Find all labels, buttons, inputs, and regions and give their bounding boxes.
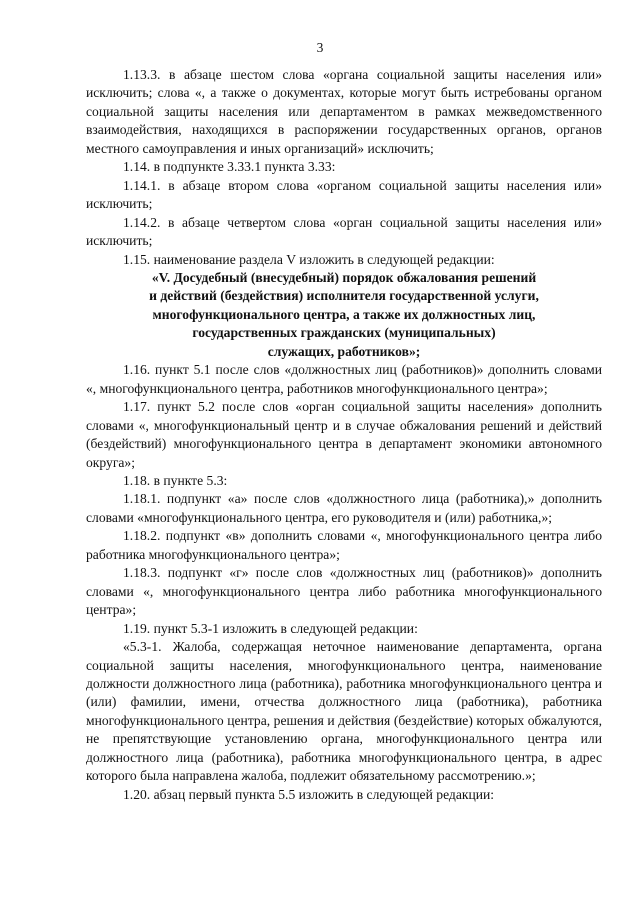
paragraph: 1.18.1. подпункт «а» после слов «должностного лица (работника),» дополнить словами «многофункционального центра, его руководителя и (или) работника,»; [86,491,602,525]
paragraph: 1.15. наименование раздела V изложить в следующей редакции: [123,251,495,267]
page-number: 3 [316,40,324,55]
paragraph: 1.13.3. в абзаце шестом слова «органа социальной защиты населения или» исключить; слова «, а также о документах, которые могут быть истребованы органом социальной защиты населения или департаментом в рамках межведомственного взаимодействия, находящихся в распоряжении государственных органов, органов местного самоуправления и иных организаций» исключить; [86,67,602,156]
paragraph: 1.16. пункт 5.1 после слов «должностных лиц (работников)» дополнить словами «, многофункционального центра, работников многофункционального центра»; [86,362,602,396]
document-body [86,66,602,804]
paragraph: 1.20. абзац первый пункта 5.5 изложить в следующей редакции: [123,786,495,802]
heading-line: многофункционального центра, а также их должностных лиц, [152,306,536,322]
paragraph: «5.3-1. Жалоба, содержащая неточное наименование департамента, органа социальной защиты населения, многофункционального центра, наименование должности должностного лица (работника), работника многофункционального центра и (или) фамилии, имени, отчества должностного лица (работника), работника многофункционального центра, решения и действия (бездействие) которых обжалуются, не препятствующие установлению органа, многофункционального центра или должностного лица (работника), работника многофункционального центра, в адрес которого была направлена жалоба, подлежит обязательному рассмотрению.»; [86,639,602,784]
paragraph: 1.18.3. подпункт «г» после слов «должностных лиц (работников)» дополнить словами «, многофункционального центра либо работника многофункционального центра»; [86,565,602,618]
paragraph: 1.18. в пункте 5.3: [123,472,228,488]
paragraph: 1.14.2. в абзаце четвертом слова «орган социальной защиты населения или» исключить; [86,214,602,249]
section-heading [86,269,602,361]
paragraph: 1.18.2. подпункт «в» дополнить словами «, многофункционального центра либо работника многофункционального центра»; [86,528,602,562]
paragraph: 1.14.1. в абзаце втором слова «органом социальной защиты населения или» исключить; [86,177,602,212]
paragraph: 1.14. в подпункте 3.33.1 пункта 3.33: [123,159,336,175]
heading-line: «V. Досудебный (внесудебный) порядок обжалования решений [151,269,537,285]
heading-line: служащих, работников»; [267,343,421,359]
heading-line: государственных гражданских (муниципальных) [192,325,496,341]
paragraph: 1.17. пункт 5.2 после слов «орган социальной защиты населения» дополнить словами «, многофункциональный центр и в случае обжалования решений и действий (бездействий) многофункционального центра в департамент экономики автономного округа»; [86,399,602,470]
heading-line: и действий (бездействия) исполнителя государственной услуги, [149,288,539,304]
paragraph: 1.19. пункт 5.3-1 изложить в следующей редакции: [123,620,418,636]
